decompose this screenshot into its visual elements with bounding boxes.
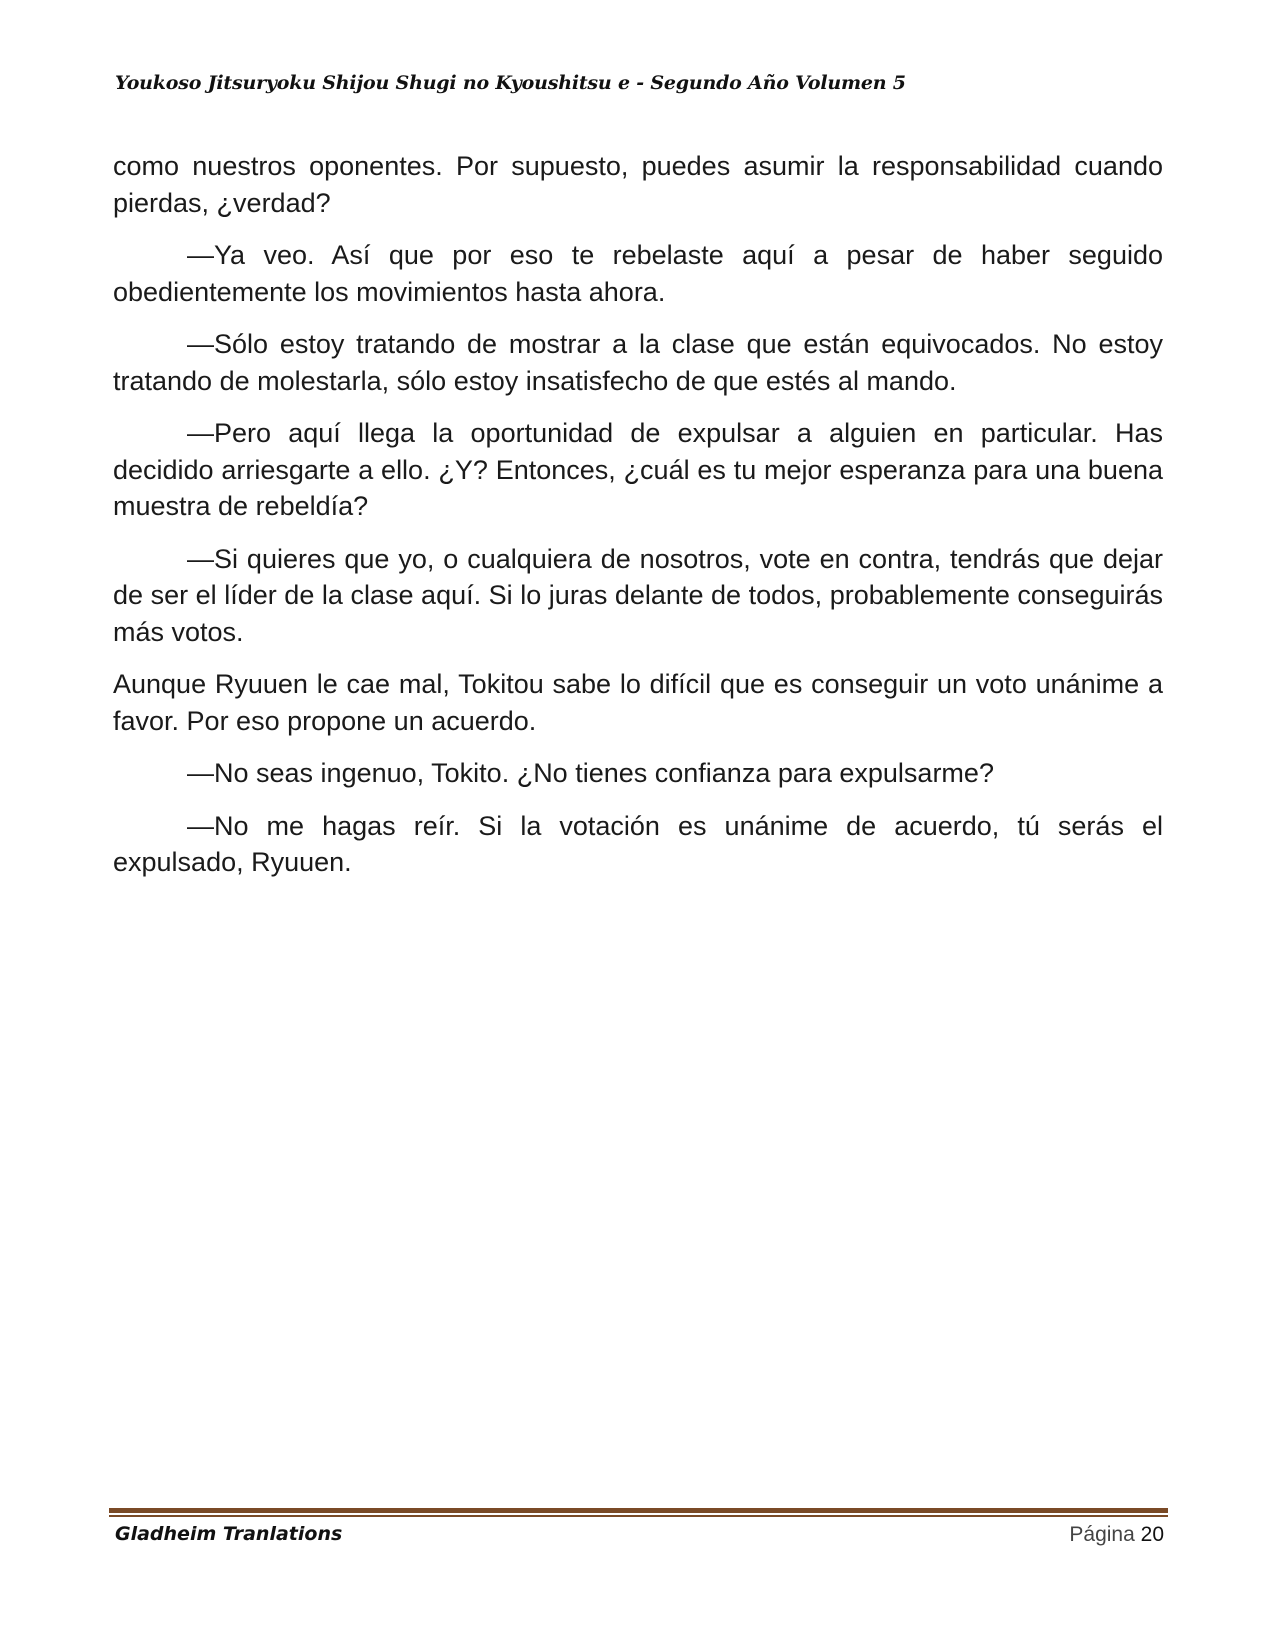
paragraph: como nuestros oponentes. Por supuesto, puedes asumir la responsabilidad cuando pierdas, ¿verdad? (113, 151, 1163, 218)
paragraph: —Ya veo. Así que por eso te rebelaste aquí a pesar de haber seguido obedientemente los movimientos hasta ahora. (113, 240, 1163, 307)
page-number: 20 (1140, 1523, 1164, 1546)
paragraph: —Si quieres que yo, o cualquiera de nosotros, vote en contra, tendrás que dejar de ser el líder de la clase aquí. Si lo juras delante de todos, probablemente conseguirás más votos. (113, 543, 1163, 647)
paragraph: —No seas ingenuo, Tokito. ¿No tienes confianza para expulsarme? (187, 758, 994, 788)
paragraph: —Pero aquí llega la oportunidad de expulsar a alguien en particular. Has decidido arriesgarte a ello. ¿Y? Entonces, ¿cuál es tu mejor esperanza para una buena muestra de rebeldía? (113, 418, 1163, 521)
page-label: Página (1069, 1523, 1135, 1546)
paragraph: Aunque Ryuuen le cae mal, Tokitou sabe lo difícil que es conseguir un voto unánime a favor. Por eso propone un acuerdo. (113, 669, 1163, 736)
footer-rule (109, 1508, 1168, 1517)
footer-rule-thin (109, 1515, 1168, 1517)
paragraph: —No me hagas reír. Si la votación es unánime de acuerdo, tú serás el expulsado, Ryuuen. (113, 810, 1163, 877)
body-text (113, 148, 1163, 897)
page-header-title: Youkoso Jitsuryoku Shijou Shugi no Kyoushitsu e - Segundo Año Volumen 5 (115, 72, 906, 94)
page-number-block (1069, 1523, 1164, 1547)
paragraph: —Sólo estoy tratando de mostrar a la clase que están equivocados. No estoy tratando de molestarla, sólo estoy insatisfecho de que estés al mando. (113, 329, 1163, 396)
footer-publisher: Gladheim Tranlations (115, 1523, 343, 1545)
